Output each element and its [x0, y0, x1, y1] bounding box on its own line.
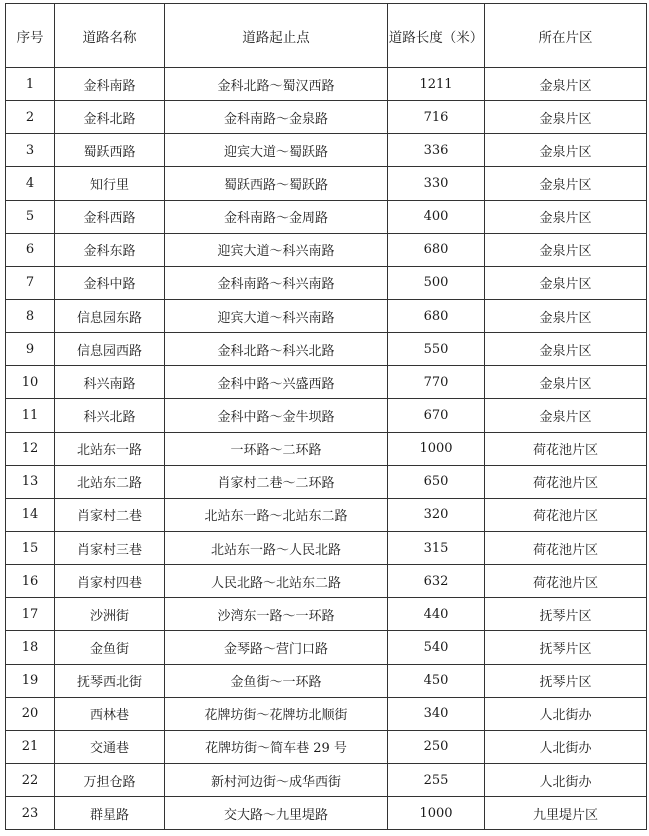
- cell-no: 2: [6, 101, 55, 134]
- cell-road-name: 知行里: [55, 167, 165, 200]
- cell-no: 6: [6, 233, 55, 266]
- cell-road-length: 1211: [388, 68, 485, 101]
- cell-road-name: 北站东二路: [55, 465, 165, 498]
- cell-road-name: 蜀跃西路: [55, 134, 165, 167]
- cell-road-length: 550: [388, 333, 485, 366]
- cell-area: 金泉片区: [485, 200, 647, 233]
- cell-no: 15: [6, 531, 55, 564]
- cell-road-length: 400: [388, 200, 485, 233]
- cell-road-length: 770: [388, 366, 485, 399]
- cell-road-name: 肖家村四巷: [55, 565, 165, 598]
- cell-road-name: 金科西路: [55, 200, 165, 233]
- cell-area: 人北街办: [485, 730, 647, 763]
- cell-no: 16: [6, 565, 55, 598]
- cell-road-range: 金科北路～蜀汉西路: [165, 68, 388, 101]
- header-road-length: 道路长度（米）: [388, 4, 485, 68]
- cell-area: 荷花池片区: [485, 498, 647, 531]
- table-row: [6, 68, 647, 101]
- cell-road-length: 680: [388, 299, 485, 332]
- cell-road-length: 336: [388, 134, 485, 167]
- cell-area: 金泉片区: [485, 266, 647, 299]
- table-row: [6, 631, 647, 664]
- cell-area: 抚琴片区: [485, 664, 647, 697]
- table-row: [6, 266, 647, 299]
- table-body: [6, 68, 647, 830]
- table-row: [6, 730, 647, 763]
- header-road-name: 道路名称: [55, 4, 165, 68]
- cell-area: 金泉片区: [485, 233, 647, 266]
- header-no: 序号: [6, 4, 55, 68]
- table-row: [6, 763, 647, 796]
- cell-no: 5: [6, 200, 55, 233]
- cell-road-range: 肖家村二巷～二环路: [165, 465, 388, 498]
- header-road-range: 道路起止点: [165, 4, 388, 68]
- cell-road-length: 1000: [388, 797, 485, 830]
- cell-area: 抚琴片区: [485, 598, 647, 631]
- cell-no: 23: [6, 797, 55, 830]
- header-area: 所在片区: [485, 4, 647, 68]
- table-row: [6, 598, 647, 631]
- cell-road-range: 交大路～九里堤路: [165, 797, 388, 830]
- cell-road-range: 一环路～二环路: [165, 432, 388, 465]
- cell-no: 18: [6, 631, 55, 664]
- cell-no: 10: [6, 366, 55, 399]
- cell-road-name: 金科东路: [55, 233, 165, 266]
- cell-road-name: 科兴南路: [55, 366, 165, 399]
- cell-area: 荷花池片区: [485, 531, 647, 564]
- cell-road-name: 抚琴西北街: [55, 664, 165, 697]
- cell-road-name: 万担仓路: [55, 763, 165, 796]
- cell-no: 22: [6, 763, 55, 796]
- cell-road-range: 花牌坊街～简车巷 29 号: [165, 730, 388, 763]
- cell-no: 14: [6, 498, 55, 531]
- cell-no: 11: [6, 399, 55, 432]
- cell-road-name: 西林巷: [55, 697, 165, 730]
- cell-road-length: 680: [388, 233, 485, 266]
- cell-road-name: 金科南路: [55, 68, 165, 101]
- cell-road-range: 花牌坊街～花牌坊北顺街: [165, 697, 388, 730]
- cell-area: 荷花池片区: [485, 465, 647, 498]
- cell-road-length: 632: [388, 565, 485, 598]
- cell-area: 金泉片区: [485, 299, 647, 332]
- cell-road-range: 金鱼街～一环路: [165, 664, 388, 697]
- table-row: [6, 565, 647, 598]
- table-row: [6, 101, 647, 134]
- cell-no: 7: [6, 266, 55, 299]
- cell-road-name: 金鱼街: [55, 631, 165, 664]
- cell-road-name: 沙洲街: [55, 598, 165, 631]
- cell-road-length: 500: [388, 266, 485, 299]
- cell-area: 金泉片区: [485, 134, 647, 167]
- cell-road-length: 450: [388, 664, 485, 697]
- cell-road-range: 沙湾东一路～一环路: [165, 598, 388, 631]
- table-row: [6, 399, 647, 432]
- cell-road-name: 信息园西路: [55, 333, 165, 366]
- cell-road-length: 255: [388, 763, 485, 796]
- table-row: [6, 167, 647, 200]
- cell-no: 12: [6, 432, 55, 465]
- cell-road-length: 330: [388, 167, 485, 200]
- cell-area: 金泉片区: [485, 366, 647, 399]
- cell-road-name: 交通巷: [55, 730, 165, 763]
- cell-area: 金泉片区: [485, 333, 647, 366]
- cell-road-length: 540: [388, 631, 485, 664]
- cell-area: 人北街办: [485, 763, 647, 796]
- table-row: [6, 432, 647, 465]
- cell-road-range: 迎宾大道～科兴南路: [165, 299, 388, 332]
- cell-area: 荷花池片区: [485, 432, 647, 465]
- road-list-table: [5, 3, 647, 830]
- cell-area: 九里堤片区: [485, 797, 647, 830]
- cell-road-name: 科兴北路: [55, 399, 165, 432]
- cell-road-range: 迎宾大道～蜀跃路: [165, 134, 388, 167]
- cell-road-length: 250: [388, 730, 485, 763]
- cell-area: 金泉片区: [485, 399, 647, 432]
- cell-road-length: 650: [388, 465, 485, 498]
- cell-no: 3: [6, 134, 55, 167]
- cell-road-range: 金科中路～金牛坝路: [165, 399, 388, 432]
- cell-road-name: 肖家村三巷: [55, 531, 165, 564]
- table-row: [6, 233, 647, 266]
- table-row: [6, 465, 647, 498]
- cell-no: 13: [6, 465, 55, 498]
- cell-no: 17: [6, 598, 55, 631]
- cell-road-length: 320: [388, 498, 485, 531]
- cell-road-length: 716: [388, 101, 485, 134]
- table-row: [6, 134, 647, 167]
- cell-road-name: 肖家村二巷: [55, 498, 165, 531]
- cell-road-name: 信息园东路: [55, 299, 165, 332]
- table-row: [6, 366, 647, 399]
- cell-road-range: 金琴路～营门口路: [165, 631, 388, 664]
- cell-no: 19: [6, 664, 55, 697]
- cell-road-length: 315: [388, 531, 485, 564]
- cell-road-range: 北站东一路～北站东二路: [165, 498, 388, 531]
- cell-no: 20: [6, 697, 55, 730]
- cell-no: 4: [6, 167, 55, 200]
- table-row: [6, 697, 647, 730]
- cell-area: 荷花池片区: [485, 565, 647, 598]
- cell-road-range: 新村河边街～成华西街: [165, 763, 388, 796]
- cell-road-range: 人民北路～北站东二路: [165, 565, 388, 598]
- cell-road-name: 金科北路: [55, 101, 165, 134]
- cell-road-range: 金科南路～金泉路: [165, 101, 388, 134]
- table-row: [6, 531, 647, 564]
- table-row: [6, 797, 647, 830]
- cell-no: 21: [6, 730, 55, 763]
- cell-road-range: 金科南路～金周路: [165, 200, 388, 233]
- cell-road-range: 迎宾大道～科兴南路: [165, 233, 388, 266]
- table-row: [6, 498, 647, 531]
- cell-area: 金泉片区: [485, 68, 647, 101]
- table-row: [6, 333, 647, 366]
- cell-road-range: 金科中路～兴盛西路: [165, 366, 388, 399]
- cell-road-range: 北站东一路～人民北路: [165, 531, 388, 564]
- cell-road-name: 金科中路: [55, 266, 165, 299]
- cell-no: 1: [6, 68, 55, 101]
- cell-area: 金泉片区: [485, 101, 647, 134]
- cell-road-length: 340: [388, 697, 485, 730]
- cell-area: 抚琴片区: [485, 631, 647, 664]
- cell-road-range: 金科南路～科兴南路: [165, 266, 388, 299]
- cell-road-name: 北站东一路: [55, 432, 165, 465]
- cell-area: 金泉片区: [485, 167, 647, 200]
- cell-road-range: 金科北路～科兴北路: [165, 333, 388, 366]
- header-row: [6, 4, 647, 68]
- cell-road-range: 蜀跃西路～蜀跃路: [165, 167, 388, 200]
- cell-no: 9: [6, 333, 55, 366]
- cell-road-length: 440: [388, 598, 485, 631]
- table-header: [6, 4, 647, 68]
- cell-road-name: 群星路: [55, 797, 165, 830]
- cell-road-length: 1000: [388, 432, 485, 465]
- cell-area: 人北街办: [485, 697, 647, 730]
- cell-no: 8: [6, 299, 55, 332]
- cell-road-length: 670: [388, 399, 485, 432]
- table-row: [6, 299, 647, 332]
- table-row: [6, 200, 647, 233]
- table-row: [6, 664, 647, 697]
